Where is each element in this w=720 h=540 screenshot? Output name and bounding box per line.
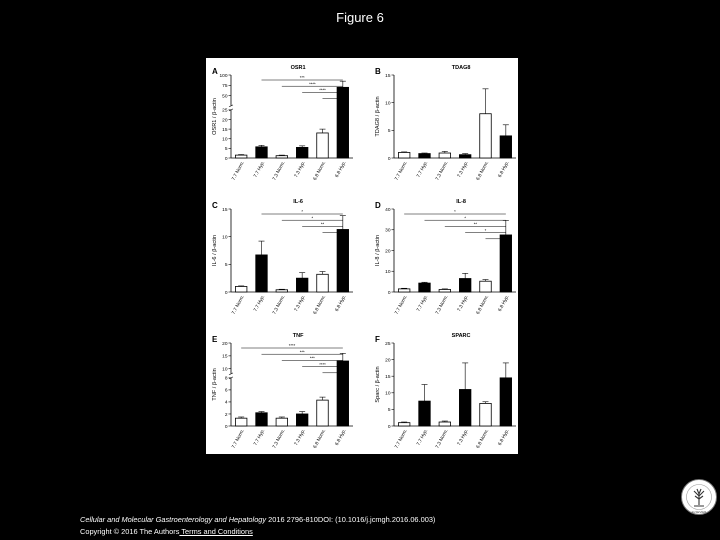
panel-f-bar (480, 403, 492, 426)
panel-c-bar (337, 229, 349, 292)
panel-a-category-label: 7.7 Hyp. (253, 160, 267, 179)
panel-e-category-label: 7.7 Hyp. (253, 428, 267, 447)
figure-caption (80, 514, 435, 538)
panel-b-y-tick-label: 0 (387, 156, 391, 162)
panel-a-y-tick-label: 10 (222, 137, 228, 143)
panel-c-y-tick-label: 10 (222, 235, 228, 241)
panel-b-category-label: 6.8 Hyp. (497, 160, 511, 179)
panel-f-category-label: 7.3 Norm. (435, 428, 450, 450)
panel-a-y-tick-label: 20 (222, 118, 228, 124)
panel-e-y-tick-label: 0 (224, 424, 228, 430)
panel-b-category-label: 7.3 Norm. (435, 160, 450, 182)
panel-c-significance-label: * (311, 215, 314, 221)
panel-f-category-label: 6.8 Hyp. (497, 428, 511, 447)
panel-a-significance-label: **** (319, 87, 326, 93)
panel-d-bar (500, 235, 512, 292)
panel-b-bar (419, 154, 431, 158)
panel-d-category-label: 6.8 Hyp. (497, 294, 511, 313)
panel-a-category-label: 7.3 Norm. (272, 160, 287, 182)
panel-f-bar (398, 423, 410, 426)
panel-e-y-tick-label: 8 (224, 376, 228, 382)
panel-b-y-tick-label: 5 (387, 129, 391, 135)
panel-a-title: OSR1 (290, 65, 306, 71)
panel-f-category-label: 7.7 Hyp. (416, 428, 430, 447)
panel-a-significance-label: **** (339, 93, 346, 99)
panel-f-bar (459, 389, 471, 426)
panel-b-y-label: TDAG8 / β-actin (375, 96, 381, 137)
panel-d-title: IL-8 (456, 199, 466, 205)
panel-b-category-label: 7.3 Hyp. (457, 160, 470, 179)
panel-c-y-tick-label: 5 (224, 263, 228, 269)
panel-b-y-tick-label: 15 (385, 73, 391, 79)
seal-text: ELSEVIER (691, 510, 707, 514)
panel-b-bar (500, 136, 512, 158)
panel-e-bar (276, 418, 288, 426)
panel-d-letter: D (375, 201, 381, 210)
panel-f-bar (500, 378, 512, 426)
panel-a-y-tick-label: 75 (222, 84, 228, 90)
panel-d-significance-label: ** (473, 221, 477, 227)
panel-a-y-tick-label: 0 (224, 156, 228, 162)
journal-name: Cellular and Molecular Gastroenterology and Hepatology (80, 515, 267, 524)
panel-c-bar (276, 290, 288, 292)
panel-d-y-tick-label: 30 (385, 228, 391, 234)
figure-title: Figure 6 (336, 10, 384, 25)
panel-d-category-label: 7.3 Norm. (435, 294, 450, 316)
panel-f-title: SPARC (451, 333, 471, 339)
panel-c-category-label: 6.8 Norm. (312, 294, 328, 316)
panel-d-bar (419, 283, 431, 292)
panel-a-bar (296, 147, 308, 158)
panel-c-category-label: 7.3 Hyp. (294, 294, 307, 313)
panel-c-y-label: IL-6 / β-actin (212, 234, 218, 267)
panel-a-y-tick-label: 5 (224, 147, 228, 153)
panel-d-y-tick-label: 0 (387, 290, 391, 296)
panel-a-significance-label: *** (299, 75, 305, 81)
panel-c-bar (235, 286, 246, 292)
copyright-text: Copyright © 2016 The Authors (80, 527, 180, 536)
elsevier-seal-logo (680, 478, 718, 516)
panel-a-category-label: 7.3 Hyp. (294, 160, 307, 179)
panel-b-category-label: 7.7 Hyp. (416, 160, 430, 179)
panel-b-bar (480, 114, 492, 158)
panel-d-significance-label: * (484, 227, 487, 233)
panel-d-significance-label: * (464, 215, 466, 221)
panel-f-y-tick-label: 5 (387, 408, 391, 414)
panel-d-bar (459, 279, 471, 292)
panel-c-bar (317, 274, 329, 292)
panel-f-y-tick-label: 20 (385, 358, 391, 364)
panel-e-title: TNF (292, 333, 304, 339)
panel-f-y-tick-label: 25 (385, 341, 391, 347)
panel-a-y-label: OSR1 / β-actin (212, 98, 218, 135)
panel-a-category-label: 6.8 Norm. (312, 160, 328, 182)
panel-e-category-label: 7.3 Norm. (272, 428, 287, 450)
panel-d-category-label: 7.3 Hyp. (457, 294, 470, 313)
panel-b-letter: B (375, 67, 381, 76)
panel-d-significance-label: ** (504, 234, 508, 239)
panel-c-category-label: 7.3 Norm. (272, 294, 287, 316)
copyright-line (80, 526, 435, 538)
panel-e-y-tick-label: 20 (222, 341, 228, 347)
panel-b-y-tick-label: 10 (385, 101, 391, 107)
panel-a-bar (317, 133, 329, 158)
panel-e-category-label: 7.3 Hyp. (294, 428, 307, 447)
panel-e-y-label: TNF / β-actin (212, 368, 218, 401)
panel-e-y-tick-label: 2 (224, 412, 228, 418)
panel-b-bar (459, 155, 471, 158)
panel-a-bar (235, 155, 246, 158)
terms-link[interactable]: Terms and Conditions (179, 527, 253, 536)
panel-a-significance-label: **** (309, 81, 316, 87)
panel-d-bar (480, 281, 492, 292)
panel-e-bar (256, 413, 268, 426)
panel-f-category-label: 7.7 Norm. (394, 428, 409, 450)
panel-a-letter: A (212, 67, 218, 76)
panel-c-significance-label: * (301, 209, 303, 215)
panel-f-bar (439, 422, 451, 426)
panel-d-category-label: 7.7 Hyp. (416, 294, 430, 313)
panel-e-y-tick-label: 10 (222, 367, 228, 373)
panel-e-significance-label: *** (299, 349, 305, 355)
panel-d-category-label: 6.8 Norm. (475, 294, 491, 316)
panel-d-y-label: IL-8 / β-actin (375, 234, 381, 267)
panel-e-y-tick-label: 15 (222, 354, 228, 360)
panel-f-category-label: 6.8 Norm. (475, 428, 491, 450)
figure-svg (206, 58, 518, 454)
panel-e-bar (296, 414, 308, 426)
panel-e-significance-label: **** (319, 361, 326, 367)
panel-e-bar (235, 418, 246, 426)
citation-line (80, 514, 435, 526)
panel-f-y-label: Sparc / β-actin (375, 366, 381, 403)
panel-a-bar (276, 156, 288, 158)
panel-e-significance-label: *** (340, 368, 346, 373)
panel-c-y-tick-label: 0 (224, 290, 228, 296)
panel-b-title: TDAG8 (451, 65, 471, 71)
panel-d-y-tick-label: 20 (385, 249, 391, 255)
panel-a-category-label: 6.8 Hyp. (334, 160, 348, 179)
panel-a-y-tick-label: 15 (222, 127, 228, 133)
panel-b-category-label: 6.8 Norm. (475, 160, 491, 182)
panel-c-significance-label: ** (320, 221, 325, 227)
panel-e-category-label: 6.8 Hyp. (334, 428, 348, 447)
panel-e-bar (317, 400, 329, 426)
panel-f-y-tick-label: 10 (385, 391, 391, 397)
citation-text: 2016 2796-810DOI: (10.1016/j.jcmgh.2016.06.003) (266, 515, 436, 524)
panel-e-significance-label: *** (309, 355, 315, 361)
panel-c-category-label: 7.7 Norm. (231, 294, 246, 316)
panel-f-letter: F (375, 335, 380, 344)
panel-c-title: IL-6 (293, 199, 303, 205)
panel-e-significance-label: **** (288, 343, 296, 349)
panel-d-y-tick-label: 10 (385, 270, 391, 276)
panel-b-category-label: 7.7 Norm. (394, 160, 409, 182)
panel-e-letter: E (212, 335, 218, 344)
panel-f-y-tick-label: 0 (387, 424, 391, 430)
panel-c-bar (256, 255, 268, 292)
panel-a-y-tick-label: 50 (222, 94, 228, 100)
panel-e-category-label: 7.7 Norm. (231, 428, 246, 450)
panel-a-category-label: 7.7 Norm. (231, 160, 246, 182)
panel-b-bar (439, 153, 451, 158)
panel-d-y-tick-label: 40 (385, 207, 391, 213)
panel-f-category-label: 7.3 Hyp. (457, 428, 470, 447)
panel-f-bar (419, 401, 431, 426)
panel-e-y-tick-label: 6 (224, 388, 228, 394)
panel-e-y-tick-label: 4 (224, 400, 228, 406)
panel-d-significance-label: * (454, 209, 456, 215)
panel-d-bar (398, 289, 410, 292)
panel-a-bar (256, 147, 268, 158)
panel-c-significance-label: ** (341, 227, 345, 233)
panel-c-bar (296, 278, 308, 292)
panel-f-y-tick-label: 15 (385, 375, 391, 380)
figure-panel (206, 58, 518, 454)
panel-c-category-label: 7.7 Hyp. (253, 294, 267, 313)
panel-e-category-label: 6.8 Norm. (312, 428, 328, 450)
panel-a-y-tick-label: 100 (219, 73, 228, 79)
panel-c-category-label: 6.8 Hyp. (334, 294, 348, 313)
panel-c-letter: C (212, 201, 218, 210)
panel-b-bar (398, 152, 410, 158)
panel-d-bar (439, 290, 451, 292)
panel-a-y-tick-label: 25 (222, 108, 228, 114)
panel-c-y-tick-label: 15 (222, 207, 228, 213)
panel-d-category-label: 7.7 Norm. (394, 294, 409, 316)
